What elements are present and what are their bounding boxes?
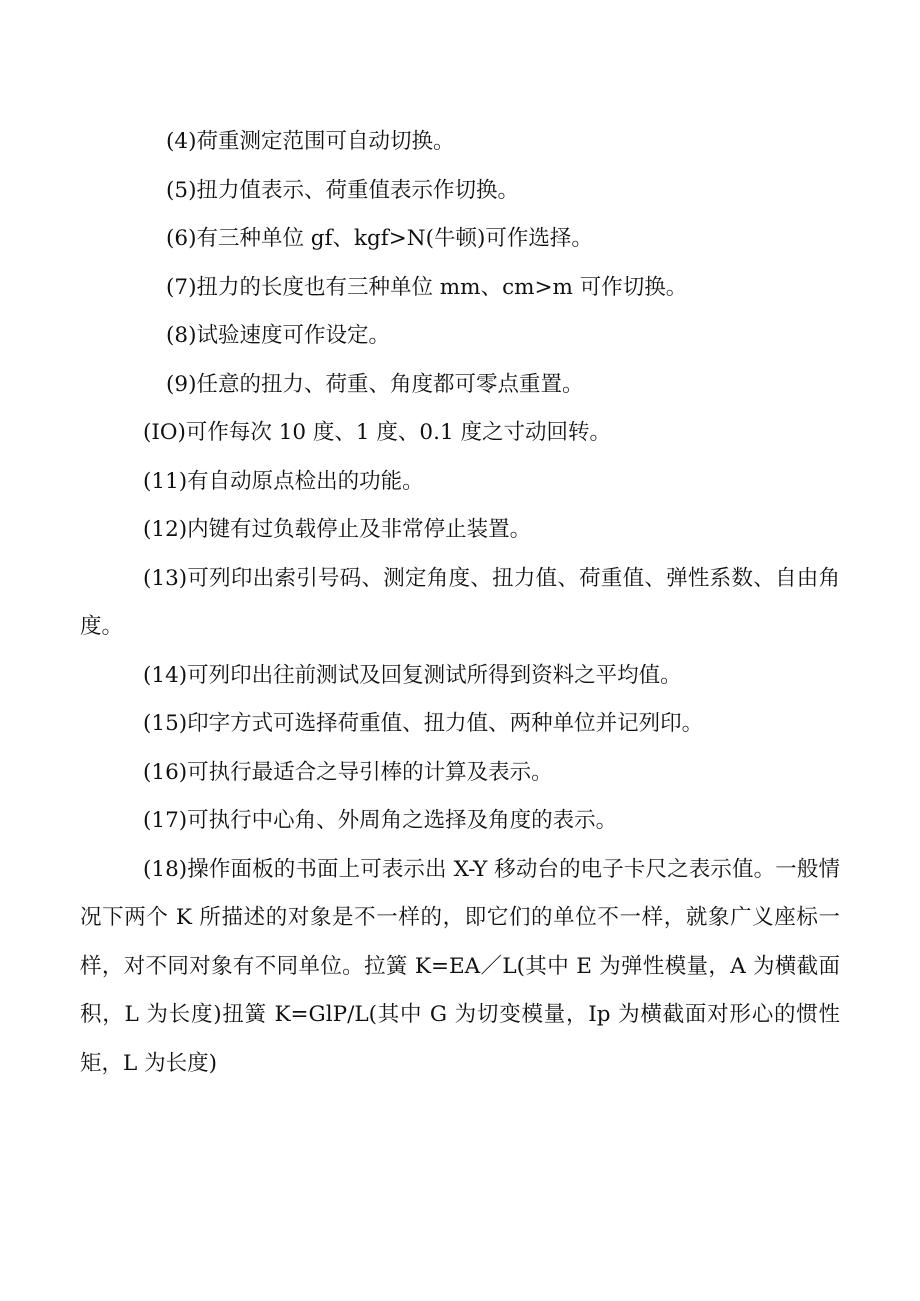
list-item: (8)试验速度可作设定。 xyxy=(166,323,390,348)
list-item: (12)内键有过负载停止及非常停止装置。 xyxy=(143,517,532,542)
list-item: (17)可执行中心角、外周角之选择及角度的表示。 xyxy=(143,808,618,833)
list-item: (18)操作面板的书面上可表示出 X-Y 移动台的电子卡尺之表示值。一般情况下两个 K 所描述的对象是不一样的，即它们的单位不一样，就象广义座标一样，对不同对象有不同单位。拉簧 K=EA／L(其中 E 为弹性模量，A 为横截面积，L 为长度)扭簧 K=GlP/L(其中 G 为切变模量，Ip 为横截面对形心的惯性矩，L 为长度) xyxy=(80,856,840,1076)
list-item: (14)可列印出往前测试及回复测试所得到资料之平均值。 xyxy=(143,662,682,688)
list-item: (13)可列印出索引号码、测定角度、扭力值、荷重值、弹性系数、自由角度。 xyxy=(80,565,840,639)
list-item: (IO)可作每次 10 度、1 度、0.1 度之寸动回转。 xyxy=(143,420,611,445)
list-item: (6)有三种单位 gf、kgf>N(牛顿)可作选择。 xyxy=(166,226,593,251)
list-item: (11)有自动原点检出的功能。 xyxy=(143,468,424,494)
list-item: (9)任意的扭力、荷重、角度都可零点重置。 xyxy=(166,371,584,397)
list-item: (16)可执行最适合之导引棒的计算及表示。 xyxy=(143,759,553,785)
feature-list xyxy=(80,118,840,1088)
list-item: (15)印字方式可选择荷重值、扭力值、两种单位并记列印。 xyxy=(143,711,704,736)
list-item: (4)荷重测定范围可自动切换。 xyxy=(166,129,455,154)
list-item: (7)扭力的长度也有三种单位 mm、cm>m 可作切换。 xyxy=(166,274,688,300)
list-item: (5)扭力值表示、荷重值表示作切换。 xyxy=(166,177,519,203)
